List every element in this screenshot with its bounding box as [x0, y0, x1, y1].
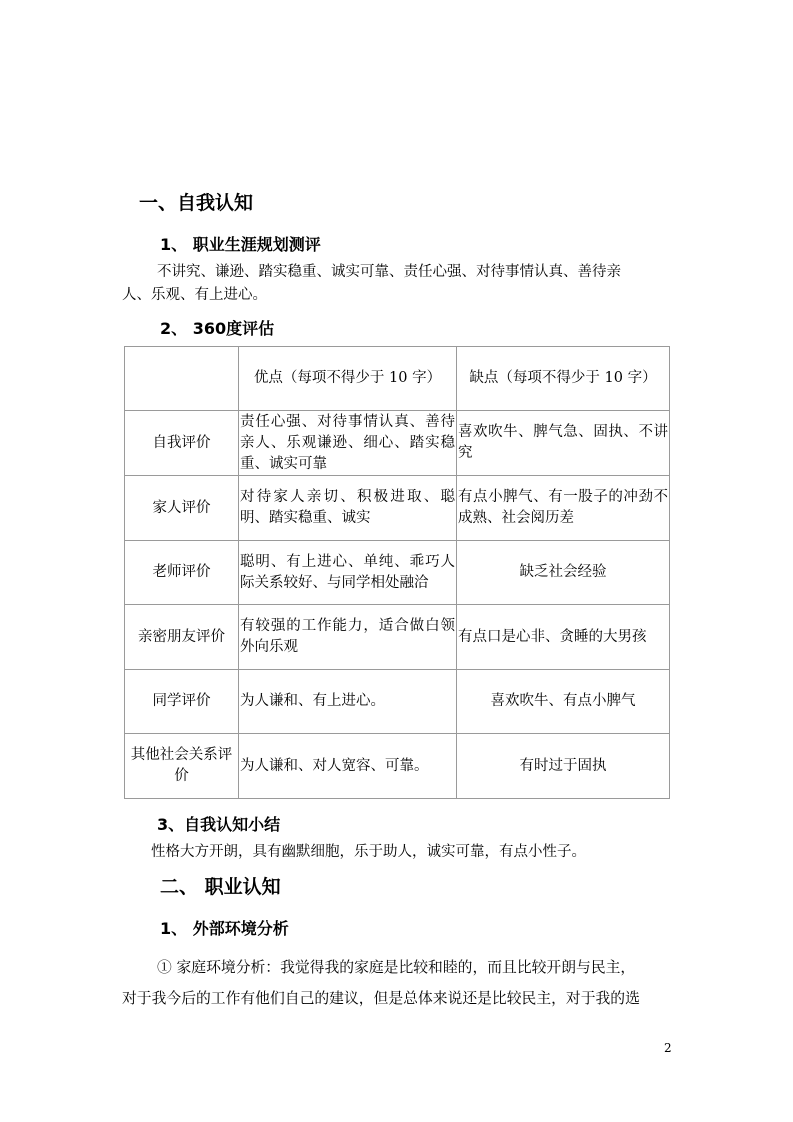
section-1-1-title: 1、 职业生涯规划测评 [160, 235, 321, 254]
cons-cell: 喜欢吹牛、有点小脾气 [457, 670, 670, 734]
table-row [125, 670, 670, 734]
table-row [125, 411, 670, 476]
pros-cell: 为人谦和、有上进心。 [239, 670, 457, 734]
header-cell-cons: 缺点（每项不得少于 10 字） [457, 347, 670, 411]
table-row [125, 476, 670, 541]
pros-cell: 责任心强、对待事情认真、善待亲人、乐观谦逊、细心、踏实稳重、诚实可靠 [239, 411, 457, 476]
header-cell-empty [125, 347, 239, 411]
section-2-1-title: 1、 外部环境分析 [160, 919, 289, 938]
section-1-title: 一、自我认知 [139, 192, 254, 214]
evaluator-cell: 亲密朋友评价 [125, 605, 239, 670]
section-1-1-text-line1: 不讲究、谦逊、踏实稳重、诚实可靠、责任心强、对待事情认真、善待亲 [157, 264, 621, 280]
evaluator-cell: 其他社会关系评价 [125, 734, 239, 799]
section-1-3-text: 性格大方开朗，具有幽默细胞，乐于助人，诚实可靠，有点小性子。 [151, 844, 586, 860]
section-2-1-text-line1: ① 家庭环境分析：我觉得我的家庭是比较和睦的，而且比较开朗与民主， [157, 959, 636, 976]
pros-cell: 对待家人亲切、积极进取、聪明、踏实稳重、诚实 [239, 476, 457, 541]
pros-cell: 为人谦和、对人宽容、可靠。 [239, 734, 457, 799]
section-1-3-title: 3、自我认知小结 [157, 815, 281, 834]
evaluator-cell: 同学评价 [125, 670, 239, 734]
evaluator-cell: 老师评价 [125, 541, 239, 605]
evaluation-table [124, 346, 670, 799]
pros-cell: 有较强的工作能力，适合做白领外向乐观 [239, 605, 457, 670]
cons-cell: 有点小脾气、有一股子的冲劲不成熟、社会阅历差 [457, 476, 670, 541]
table-row [125, 605, 670, 670]
evaluator-cell: 自我评价 [125, 411, 239, 476]
cons-cell: 缺乏社会经验 [457, 541, 670, 605]
evaluator-cell: 家人评价 [125, 476, 239, 541]
table-row [125, 734, 670, 799]
section-1-1-text-line2: 人、乐观、有上进心。 [122, 287, 267, 303]
cons-cell: 有时过于固执 [457, 734, 670, 799]
cons-cell: 有点口是心非、贪睡的大男孩 [457, 605, 670, 670]
table-row [125, 541, 670, 605]
section-2-title: 二、 职业认知 [160, 876, 281, 898]
cons-cell: 喜欢吹牛、脾气急、固执、不讲究 [457, 411, 670, 476]
section-1-2-title: 2、 360度评估 [160, 319, 275, 338]
pros-cell: 聪明、有上进心、单纯、乖巧人际关系较好、与同学相处融洽 [239, 541, 457, 605]
table-header-row [125, 347, 670, 411]
section-2-1-text-line2: 对于我今后的工作有他们自己的建议，但是总体来说还是比较民主，对于我的选 [122, 990, 640, 1007]
page-number: 2 [664, 1041, 672, 1055]
header-cell-pros: 优点（每项不得少于 10 字） [239, 347, 457, 411]
